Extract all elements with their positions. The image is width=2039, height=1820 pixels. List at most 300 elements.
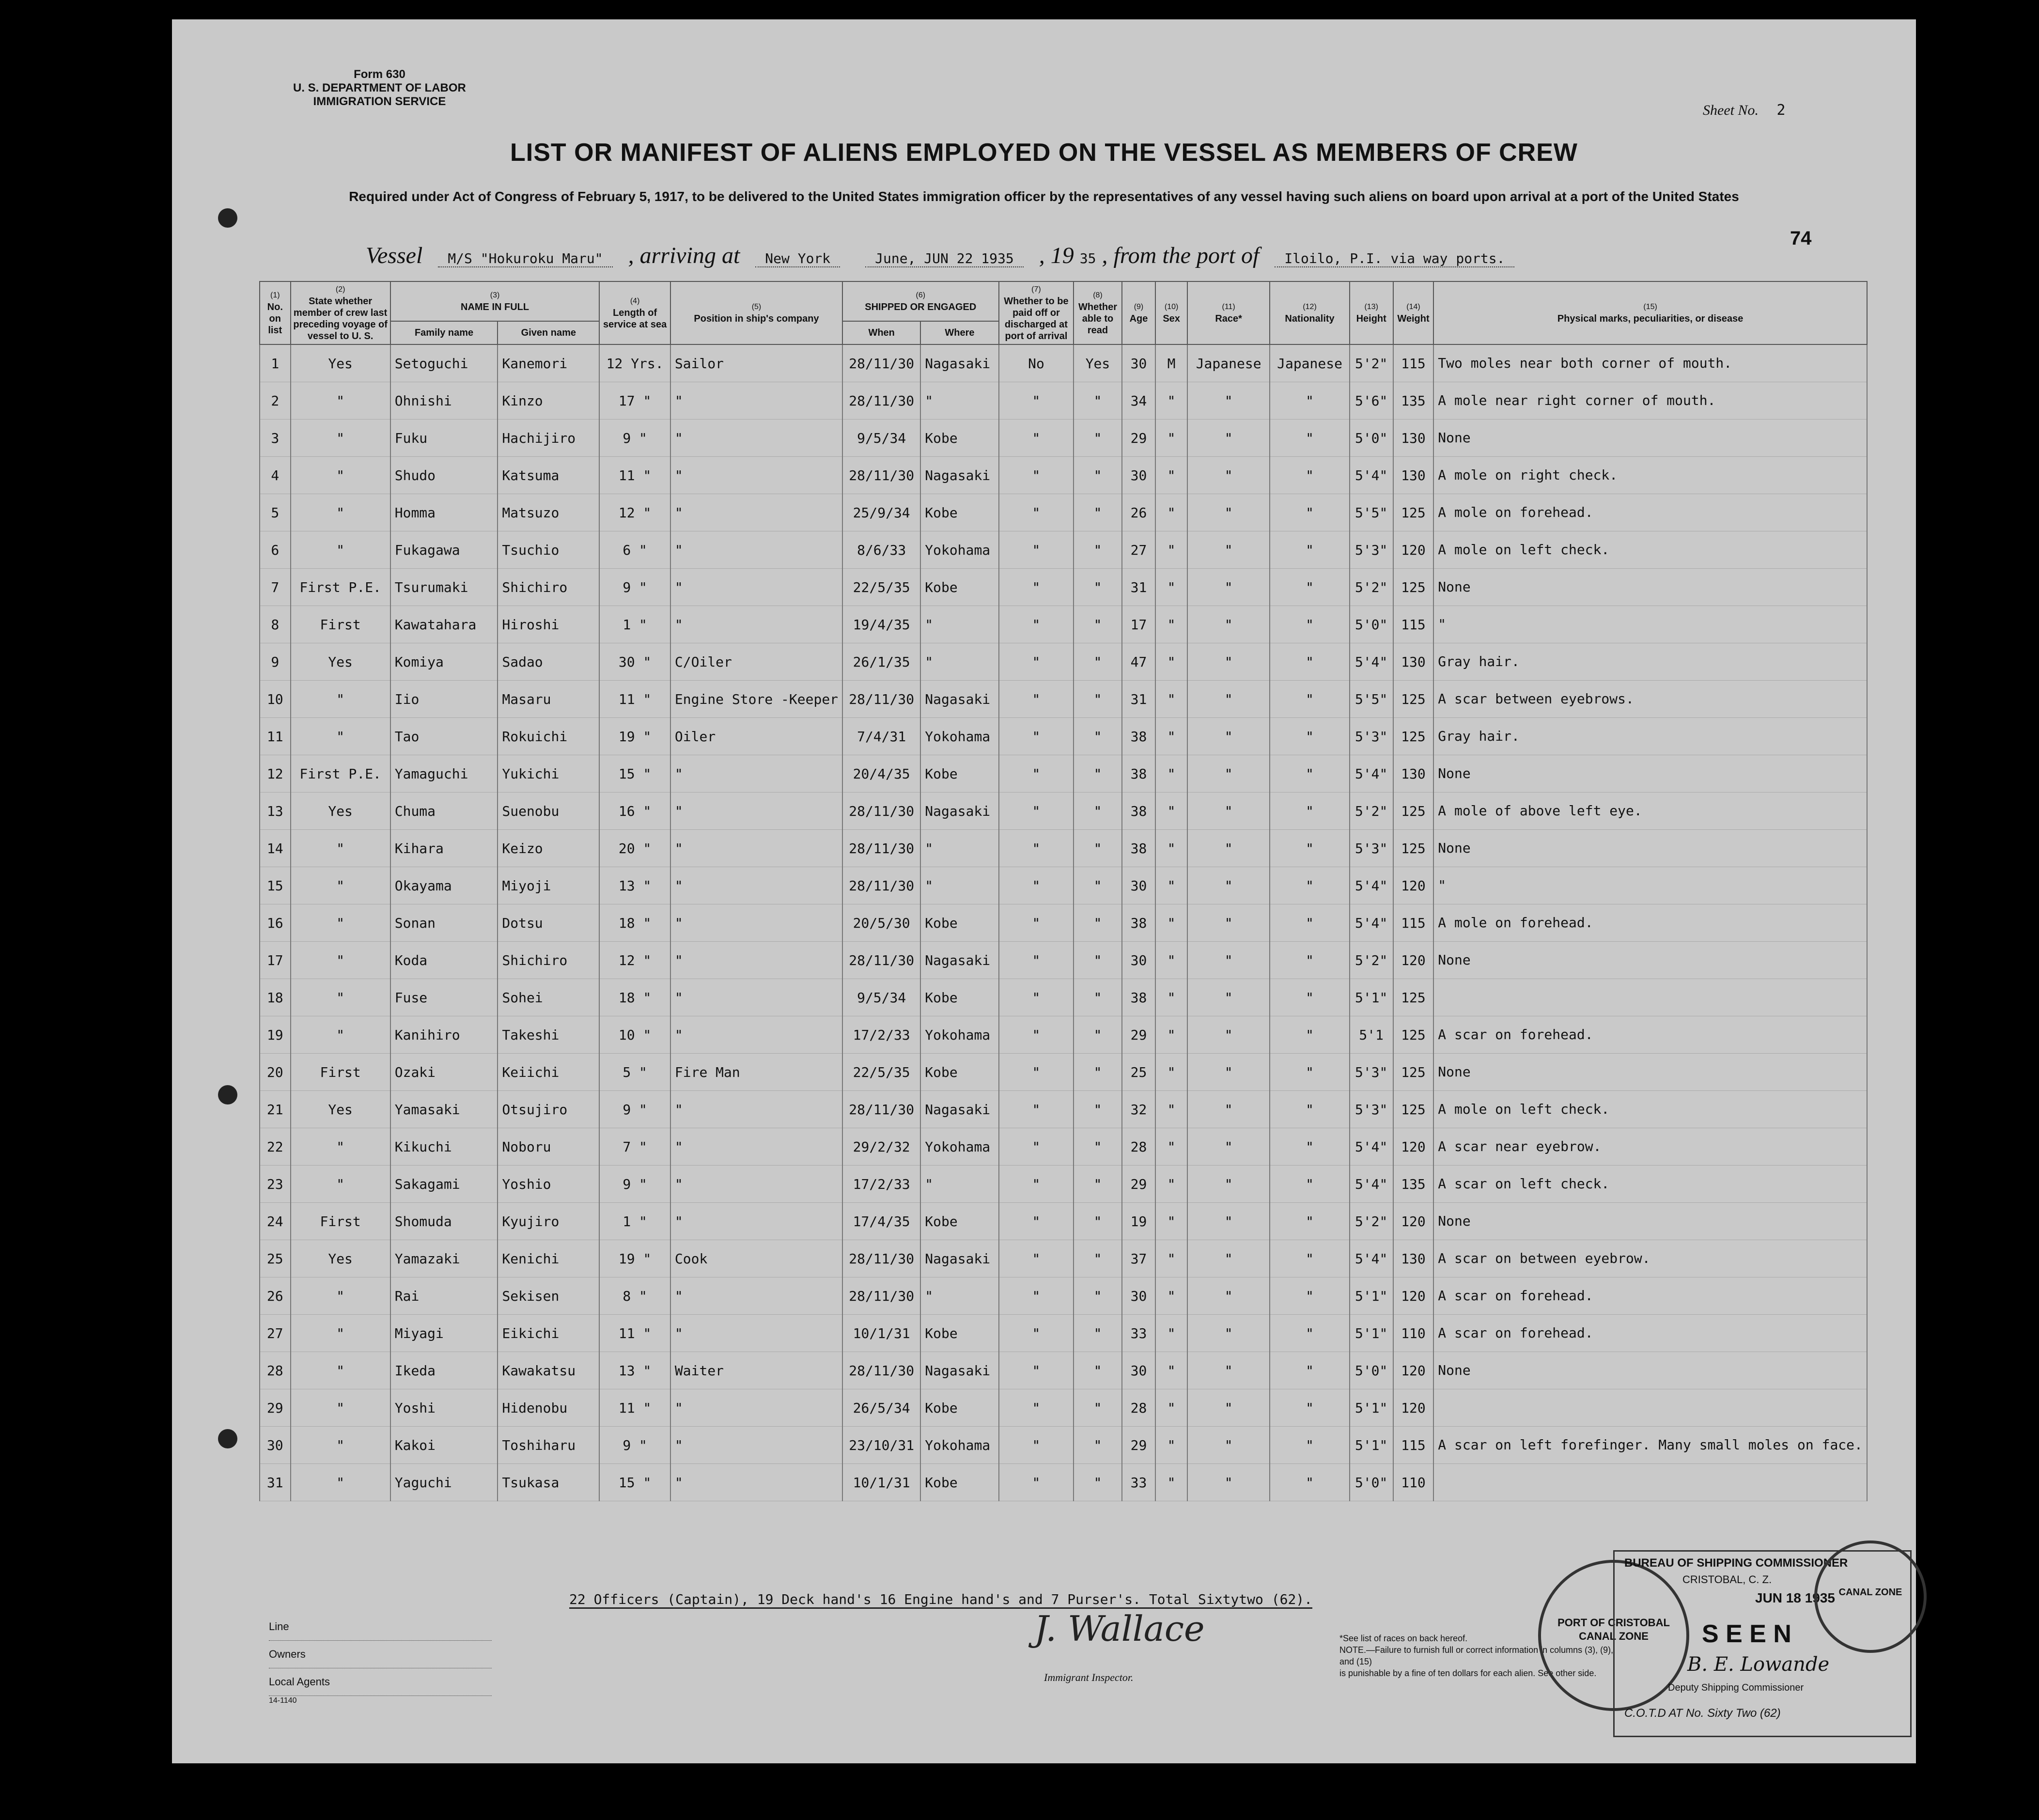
given-name-cell: Keiichi bbox=[498, 1054, 599, 1091]
shipped-where-cell: Kobe bbox=[920, 420, 998, 457]
height-cell: 5'4" bbox=[1350, 755, 1393, 793]
nationality-cell: " bbox=[1270, 494, 1349, 531]
given-name-cell: Takeshi bbox=[498, 1016, 599, 1054]
service-length-cell: 5 " bbox=[599, 1054, 670, 1091]
physical-marks-cell: None bbox=[1433, 830, 1867, 867]
given-name-cell: Yoshio bbox=[498, 1166, 599, 1203]
physical-marks-cell: " bbox=[1433, 867, 1867, 904]
year-label: , 19 bbox=[1039, 243, 1074, 268]
family-name-cell: Kikuchi bbox=[390, 1128, 498, 1166]
shipped-when-cell: 28/11/30 bbox=[842, 793, 920, 830]
weight-cell: 125 bbox=[1393, 1016, 1434, 1054]
nationality-cell: " bbox=[1270, 643, 1349, 681]
paid-off-cell: " bbox=[999, 1091, 1074, 1128]
given-name-cell: Miyoji bbox=[498, 867, 599, 904]
race-cell: " bbox=[1187, 494, 1270, 531]
sheet-number bbox=[1703, 102, 1786, 119]
prev-voyage-cell: " bbox=[291, 1166, 390, 1203]
weight-cell: 130 bbox=[1393, 643, 1434, 681]
col-sex-header: (10) Sex bbox=[1155, 281, 1187, 344]
table-row bbox=[260, 1091, 1867, 1128]
table-row bbox=[260, 979, 1867, 1016]
table-row bbox=[260, 494, 1867, 531]
able-to-read-cell: " bbox=[1074, 867, 1121, 904]
shipped-when-cell: 10/1/31 bbox=[842, 1464, 920, 1501]
stamp-date: JUN 18 1935 bbox=[1755, 1590, 1836, 1605]
position-cell: " bbox=[670, 420, 842, 457]
row-number-cell: 17 bbox=[260, 942, 291, 979]
shipped-when-cell: 28/11/30 bbox=[842, 1240, 920, 1277]
shipped-where-cell: Kobe bbox=[920, 1389, 998, 1427]
row-number-cell: 27 bbox=[260, 1315, 291, 1352]
weight-cell: 130 bbox=[1393, 755, 1434, 793]
service-length-cell: 1 " bbox=[599, 606, 670, 643]
physical-marks-cell: A scar on left forefinger. Many small moles on face. bbox=[1433, 1427, 1867, 1464]
age-cell: 34 bbox=[1122, 382, 1156, 420]
height-cell: 5'1" bbox=[1350, 1427, 1393, 1464]
nationality-cell: " bbox=[1270, 904, 1349, 942]
position-cell: " bbox=[670, 942, 842, 979]
family-name-cell: Homma bbox=[390, 494, 498, 531]
row-number-cell: 7 bbox=[260, 569, 291, 606]
table-row bbox=[260, 1315, 1867, 1352]
age-cell: 29 bbox=[1122, 420, 1156, 457]
row-number-cell: 3 bbox=[260, 420, 291, 457]
prev-voyage-cell: Yes bbox=[291, 643, 390, 681]
height-cell: 5'4" bbox=[1350, 904, 1393, 942]
row-number-cell: 9 bbox=[260, 643, 291, 681]
bureau-name: BUREAU OF SHIPPING COMMISSIONER bbox=[1624, 1556, 1848, 1570]
family-name-cell: Ozaki bbox=[390, 1054, 498, 1091]
race-cell: " bbox=[1187, 606, 1270, 643]
able-to-read-cell: " bbox=[1074, 531, 1121, 569]
race-cell: " bbox=[1187, 420, 1270, 457]
service-length-cell: 9 " bbox=[599, 1427, 670, 1464]
paid-off-cell: " bbox=[999, 904, 1074, 942]
prev-voyage-cell: " bbox=[291, 942, 390, 979]
able-to-read-cell: " bbox=[1074, 904, 1121, 942]
position-cell: " bbox=[670, 1016, 842, 1054]
height-cell: 5'2" bbox=[1350, 344, 1393, 382]
family-name-cell: Miyagi bbox=[390, 1315, 498, 1352]
age-cell: 33 bbox=[1122, 1315, 1156, 1352]
family-name-cell: Fuse bbox=[390, 979, 498, 1016]
given-name-cell: Toshiharu bbox=[498, 1427, 599, 1464]
shipped-when-cell: 28/11/30 bbox=[842, 1091, 920, 1128]
family-name-cell: Rai bbox=[390, 1277, 498, 1315]
nationality-cell: " bbox=[1270, 718, 1349, 755]
arrival-port: New York bbox=[755, 250, 840, 267]
shipped-where-cell: Yokohama bbox=[920, 1427, 998, 1464]
service-length-cell: 7 " bbox=[599, 1128, 670, 1166]
weight-cell: 125 bbox=[1393, 979, 1434, 1016]
age-cell: 30 bbox=[1122, 344, 1156, 382]
given-name-cell: Masaru bbox=[498, 681, 599, 718]
nationality-cell: " bbox=[1270, 942, 1349, 979]
position-cell: " bbox=[670, 1091, 842, 1128]
height-cell: 5'4" bbox=[1350, 867, 1393, 904]
shipped-where-cell: Nagasaki bbox=[920, 942, 998, 979]
paid-off-cell: No bbox=[999, 344, 1074, 382]
prev-voyage-cell: " bbox=[291, 494, 390, 531]
sex-cell: " bbox=[1155, 867, 1187, 904]
able-to-read-cell: " bbox=[1074, 457, 1121, 494]
weight-cell: 115 bbox=[1393, 606, 1434, 643]
table-row bbox=[260, 1427, 1867, 1464]
family-name-cell: Kawatahara bbox=[390, 606, 498, 643]
family-name-cell: Kakoi bbox=[390, 1427, 498, 1464]
col-given-name-header: Given name bbox=[498, 321, 599, 344]
height-cell: 5'4" bbox=[1350, 457, 1393, 494]
physical-marks-cell: None bbox=[1433, 420, 1867, 457]
service-length-cell: 11 " bbox=[599, 1315, 670, 1352]
race-cell: Japanese bbox=[1187, 344, 1270, 382]
nationality-cell: " bbox=[1270, 1315, 1349, 1352]
agents-label: Local Agents bbox=[269, 1668, 492, 1696]
paid-off-cell: " bbox=[999, 830, 1074, 867]
able-to-read-cell: " bbox=[1074, 1054, 1121, 1091]
binder-hole bbox=[218, 1085, 237, 1104]
position-cell: Engine Store -Keeper bbox=[670, 681, 842, 718]
nationality-cell: " bbox=[1270, 569, 1349, 606]
prev-voyage-cell: " bbox=[291, 531, 390, 569]
inspector-label: Immigrant Inspector. bbox=[1044, 1671, 1134, 1683]
race-cell: " bbox=[1187, 1091, 1270, 1128]
failure-note: NOTE.—Failure to furnish full or correct information in columns (3), (9), and (15) bbox=[1339, 1645, 1614, 1666]
family-name-cell: Shomuda bbox=[390, 1203, 498, 1240]
weight-cell: 120 bbox=[1393, 867, 1434, 904]
nationality-cell: " bbox=[1270, 979, 1349, 1016]
shipped-where-cell: " bbox=[920, 830, 998, 867]
position-cell: " bbox=[670, 1427, 842, 1464]
table-row bbox=[260, 718, 1867, 755]
service-length-cell: 10 " bbox=[599, 1016, 670, 1054]
table-row bbox=[260, 1352, 1867, 1389]
family-name-cell: Yamaguchi bbox=[390, 755, 498, 793]
weight-cell: 125 bbox=[1393, 1091, 1434, 1128]
shipped-when-cell: 8/6/33 bbox=[842, 531, 920, 569]
prev-voyage-cell: " bbox=[291, 718, 390, 755]
age-cell: 29 bbox=[1122, 1166, 1156, 1203]
given-name-cell: Otsujiro bbox=[498, 1091, 599, 1128]
sex-cell: " bbox=[1155, 531, 1187, 569]
given-name-cell: Tsukasa bbox=[498, 1464, 599, 1501]
position-cell: Waiter bbox=[670, 1352, 842, 1389]
sex-cell: " bbox=[1155, 1427, 1187, 1464]
family-name-cell: Kihara bbox=[390, 830, 498, 867]
shipped-when-cell: 23/10/31 bbox=[842, 1427, 920, 1464]
able-to-read-cell: " bbox=[1074, 942, 1121, 979]
age-cell: 30 bbox=[1122, 457, 1156, 494]
service-length-cell: 17 " bbox=[599, 382, 670, 420]
position-cell: " bbox=[670, 904, 842, 942]
shipped-when-cell: 10/1/31 bbox=[842, 1315, 920, 1352]
able-to-read-cell: " bbox=[1074, 1277, 1121, 1315]
age-cell: 38 bbox=[1122, 718, 1156, 755]
position-cell: " bbox=[670, 1203, 842, 1240]
manifest-sheet bbox=[172, 19, 1916, 1763]
service-length-cell: 30 " bbox=[599, 643, 670, 681]
race-cell: " bbox=[1187, 1203, 1270, 1240]
prev-voyage-cell: Yes bbox=[291, 1240, 390, 1277]
able-to-read-cell: " bbox=[1074, 1315, 1121, 1352]
age-cell: 30 bbox=[1122, 1277, 1156, 1315]
nationality-cell: " bbox=[1270, 1203, 1349, 1240]
given-name-cell: Tsuchio bbox=[498, 531, 599, 569]
family-name-cell: Iio bbox=[390, 681, 498, 718]
col-when-header: When bbox=[842, 321, 920, 344]
shipped-where-cell: Kobe bbox=[920, 979, 998, 1016]
prev-voyage-cell: " bbox=[291, 1427, 390, 1464]
form-number: Form 630 bbox=[354, 68, 405, 81]
row-number-cell: 26 bbox=[260, 1277, 291, 1315]
race-cell: " bbox=[1187, 1128, 1270, 1166]
weight-cell: 125 bbox=[1393, 1054, 1434, 1091]
shipped-where-cell: " bbox=[920, 1166, 998, 1203]
physical-marks-cell: None bbox=[1433, 942, 1867, 979]
race-cell: " bbox=[1187, 1166, 1270, 1203]
table-row bbox=[260, 1389, 1867, 1427]
able-to-read-cell: " bbox=[1074, 681, 1121, 718]
family-name-cell: Yamazaki bbox=[390, 1240, 498, 1277]
shipped-when-cell: 9/5/34 bbox=[842, 979, 920, 1016]
col-nationality-header: (12) Nationality bbox=[1270, 281, 1349, 344]
nationality-cell: " bbox=[1270, 1389, 1349, 1427]
nationality-cell: " bbox=[1270, 793, 1349, 830]
sex-cell: " bbox=[1155, 1166, 1187, 1203]
sheet-number-label: Sheet No. bbox=[1703, 102, 1759, 118]
paid-off-cell: " bbox=[999, 1203, 1074, 1240]
position-cell: Cook bbox=[670, 1240, 842, 1277]
nationality-cell: " bbox=[1270, 1427, 1349, 1464]
able-to-read-cell: " bbox=[1074, 1352, 1121, 1389]
weight-cell: 125 bbox=[1393, 793, 1434, 830]
form-department-label bbox=[293, 68, 466, 109]
physical-marks-cell: A mole of above left eye. bbox=[1433, 793, 1867, 830]
sex-cell: " bbox=[1155, 382, 1187, 420]
sex-cell: " bbox=[1155, 420, 1187, 457]
height-cell: 5'2" bbox=[1350, 942, 1393, 979]
weight-cell: 125 bbox=[1393, 718, 1434, 755]
shipped-when-cell: 9/5/34 bbox=[842, 420, 920, 457]
age-cell: 38 bbox=[1122, 830, 1156, 867]
race-cell: " bbox=[1187, 1016, 1270, 1054]
shipped-where-cell: " bbox=[920, 867, 998, 904]
shipped-where-cell: Nagasaki bbox=[920, 344, 998, 382]
corner-mark: 74 bbox=[1790, 228, 1812, 249]
given-name-cell: Shichiro bbox=[498, 569, 599, 606]
shipped-where-cell: Kobe bbox=[920, 904, 998, 942]
position-cell: " bbox=[670, 1464, 842, 1501]
paid-off-cell: " bbox=[999, 1352, 1074, 1389]
shipped-where-cell: Nagasaki bbox=[920, 1091, 998, 1128]
shipped-where-cell: Nagasaki bbox=[920, 1352, 998, 1389]
race-cell: " bbox=[1187, 1427, 1270, 1464]
height-cell: 5'0" bbox=[1350, 420, 1393, 457]
age-cell: 37 bbox=[1122, 1240, 1156, 1277]
race-cell: " bbox=[1187, 531, 1270, 569]
shipped-where-cell: Nagasaki bbox=[920, 681, 998, 718]
position-cell: " bbox=[670, 457, 842, 494]
service-length-cell: 15 " bbox=[599, 755, 670, 793]
shipped-when-cell: 28/11/30 bbox=[842, 382, 920, 420]
vessel-name: M/S "Hokuroku Maru" bbox=[438, 250, 612, 267]
shipped-where-cell: Nagasaki bbox=[920, 1240, 998, 1277]
table-row bbox=[260, 1203, 1867, 1240]
paid-off-cell: " bbox=[999, 1315, 1074, 1352]
service-length-cell: 11 " bbox=[599, 1389, 670, 1427]
prev-voyage-cell: Yes bbox=[291, 793, 390, 830]
table-row bbox=[260, 1016, 1867, 1054]
family-name-cell: Sakagami bbox=[390, 1166, 498, 1203]
sex-cell: " bbox=[1155, 979, 1187, 1016]
height-cell: 5'1" bbox=[1350, 979, 1393, 1016]
paid-off-cell: " bbox=[999, 793, 1074, 830]
shipped-when-cell: 28/11/30 bbox=[842, 344, 920, 382]
shipped-when-cell: 22/5/35 bbox=[842, 569, 920, 606]
prev-voyage-cell: Yes bbox=[291, 1091, 390, 1128]
crew-summary: 22 Officers (Captain), 19 Deck hand's 16 Engine hand's and 7 Purser's. Total Sixtytwo (62). bbox=[569, 1591, 1312, 1609]
race-cell: " bbox=[1187, 569, 1270, 606]
able-to-read-cell: " bbox=[1074, 755, 1121, 793]
service-name: IMMIGRATION SERVICE bbox=[313, 95, 446, 108]
physical-marks-cell: None bbox=[1433, 1203, 1867, 1240]
height-cell: 5'4" bbox=[1350, 1128, 1393, 1166]
shipped-where-cell: Yokohama bbox=[920, 1128, 998, 1166]
able-to-read-cell: " bbox=[1074, 1240, 1121, 1277]
service-length-cell: 9 " bbox=[599, 420, 670, 457]
prev-voyage-cell: " bbox=[291, 830, 390, 867]
age-cell: 30 bbox=[1122, 1352, 1156, 1389]
shipped-when-cell: 25/9/34 bbox=[842, 494, 920, 531]
department-name: U. S. DEPARTMENT OF LABOR bbox=[293, 81, 466, 94]
nationality-cell: " bbox=[1270, 1352, 1349, 1389]
family-name-cell: Shudo bbox=[390, 457, 498, 494]
paid-off-cell: " bbox=[999, 1166, 1074, 1203]
shipped-where-cell: Nagasaki bbox=[920, 457, 998, 494]
row-number-cell: 22 bbox=[260, 1128, 291, 1166]
position-cell: " bbox=[670, 1128, 842, 1166]
able-to-read-cell: " bbox=[1074, 643, 1121, 681]
family-name-cell: Ikeda bbox=[390, 1352, 498, 1389]
position-cell: Oiler bbox=[670, 718, 842, 755]
sex-cell: " bbox=[1155, 718, 1187, 755]
paid-off-cell: " bbox=[999, 867, 1074, 904]
height-cell: 5'3" bbox=[1350, 531, 1393, 569]
shipped-where-cell: Kobe bbox=[920, 1203, 998, 1240]
given-name-cell: Kenichi bbox=[498, 1240, 599, 1277]
weight-cell: 125 bbox=[1393, 569, 1434, 606]
family-name-cell: Fukagawa bbox=[390, 531, 498, 569]
table-row bbox=[260, 867, 1867, 904]
service-length-cell: 18 " bbox=[599, 904, 670, 942]
shipped-when-cell: 28/11/30 bbox=[842, 1352, 920, 1389]
position-cell: " bbox=[670, 569, 842, 606]
crew-table bbox=[259, 281, 1868, 1501]
nationality-cell: " bbox=[1270, 531, 1349, 569]
family-name-cell: Fuku bbox=[390, 420, 498, 457]
able-to-read-cell: " bbox=[1074, 420, 1121, 457]
physical-marks-cell: None bbox=[1433, 1352, 1867, 1389]
race-cell: " bbox=[1187, 1054, 1270, 1091]
sex-cell: " bbox=[1155, 793, 1187, 830]
sex-cell: " bbox=[1155, 1203, 1187, 1240]
prev-voyage-cell: First P.E. bbox=[291, 569, 390, 606]
weight-cell: 135 bbox=[1393, 382, 1434, 420]
age-cell: 29 bbox=[1122, 1016, 1156, 1054]
sex-cell: " bbox=[1155, 1240, 1187, 1277]
race-cell: " bbox=[1187, 1240, 1270, 1277]
shipped-when-cell: 22/5/35 bbox=[842, 1054, 920, 1091]
paid-off-cell: " bbox=[999, 457, 1074, 494]
shipped-where-cell: Kobe bbox=[920, 569, 998, 606]
sex-cell: " bbox=[1155, 494, 1187, 531]
height-cell: 5'2" bbox=[1350, 1203, 1393, 1240]
race-cell: " bbox=[1187, 793, 1270, 830]
races-note: *See list of races on back hereof. bbox=[1339, 1633, 1468, 1643]
given-name-cell: Katsuma bbox=[498, 457, 599, 494]
weight-cell: 120 bbox=[1393, 531, 1434, 569]
commissioner-signature: B. E. Lowande bbox=[1687, 1653, 1830, 1676]
table-row bbox=[260, 681, 1867, 718]
height-cell: 5'0" bbox=[1350, 606, 1393, 643]
given-name-cell: Hiroshi bbox=[498, 606, 599, 643]
race-cell: " bbox=[1187, 718, 1270, 755]
row-number-cell: 21 bbox=[260, 1091, 291, 1128]
col-age-header: (9) Age bbox=[1122, 281, 1156, 344]
physical-marks-cell: None bbox=[1433, 569, 1867, 606]
height-cell: 5'4" bbox=[1350, 643, 1393, 681]
footer-fields bbox=[269, 1613, 492, 1706]
physical-marks-cell: A scar on forehead. bbox=[1433, 1016, 1867, 1054]
physical-marks-cell: A scar near eyebrow. bbox=[1433, 1128, 1867, 1166]
able-to-read-cell: " bbox=[1074, 382, 1121, 420]
weight-cell: 110 bbox=[1393, 1464, 1434, 1501]
race-cell: " bbox=[1187, 1464, 1270, 1501]
physical-marks-cell: A mole near right corner of mouth. bbox=[1433, 382, 1867, 420]
col-height-header: (13) Height bbox=[1350, 281, 1393, 344]
nationality-cell: " bbox=[1270, 830, 1349, 867]
table-row bbox=[260, 457, 1867, 494]
shipped-where-cell: Kobe bbox=[920, 755, 998, 793]
sex-cell: " bbox=[1155, 1091, 1187, 1128]
race-cell: " bbox=[1187, 830, 1270, 867]
age-cell: 28 bbox=[1122, 1389, 1156, 1427]
owners-field bbox=[269, 1641, 492, 1668]
shipped-where-cell: Nagasaki bbox=[920, 793, 998, 830]
able-to-read-cell: " bbox=[1074, 569, 1121, 606]
shipped-where-cell: " bbox=[920, 643, 998, 681]
weight-cell: 130 bbox=[1393, 457, 1434, 494]
paid-off-cell: " bbox=[999, 606, 1074, 643]
shipped-where-cell: Yokohama bbox=[920, 1016, 998, 1054]
paid-off-cell: " bbox=[999, 1128, 1074, 1166]
sex-cell: " bbox=[1155, 830, 1187, 867]
given-name-cell: Hachijiro bbox=[498, 420, 599, 457]
col-name-header: (3) NAME IN FULL bbox=[390, 281, 600, 321]
sex-cell: " bbox=[1155, 1054, 1187, 1091]
physical-marks-cell bbox=[1433, 1464, 1867, 1501]
shipped-when-cell: 28/11/30 bbox=[842, 830, 920, 867]
prev-voyage-cell: " bbox=[291, 1277, 390, 1315]
able-to-read-cell: Yes bbox=[1074, 344, 1121, 382]
paid-off-cell: " bbox=[999, 382, 1074, 420]
row-number-cell: 16 bbox=[260, 904, 291, 942]
age-cell: 31 bbox=[1122, 569, 1156, 606]
prev-voyage-cell: " bbox=[291, 382, 390, 420]
shipped-when-cell: 19/4/35 bbox=[842, 606, 920, 643]
family-name-cell: Koda bbox=[390, 942, 498, 979]
